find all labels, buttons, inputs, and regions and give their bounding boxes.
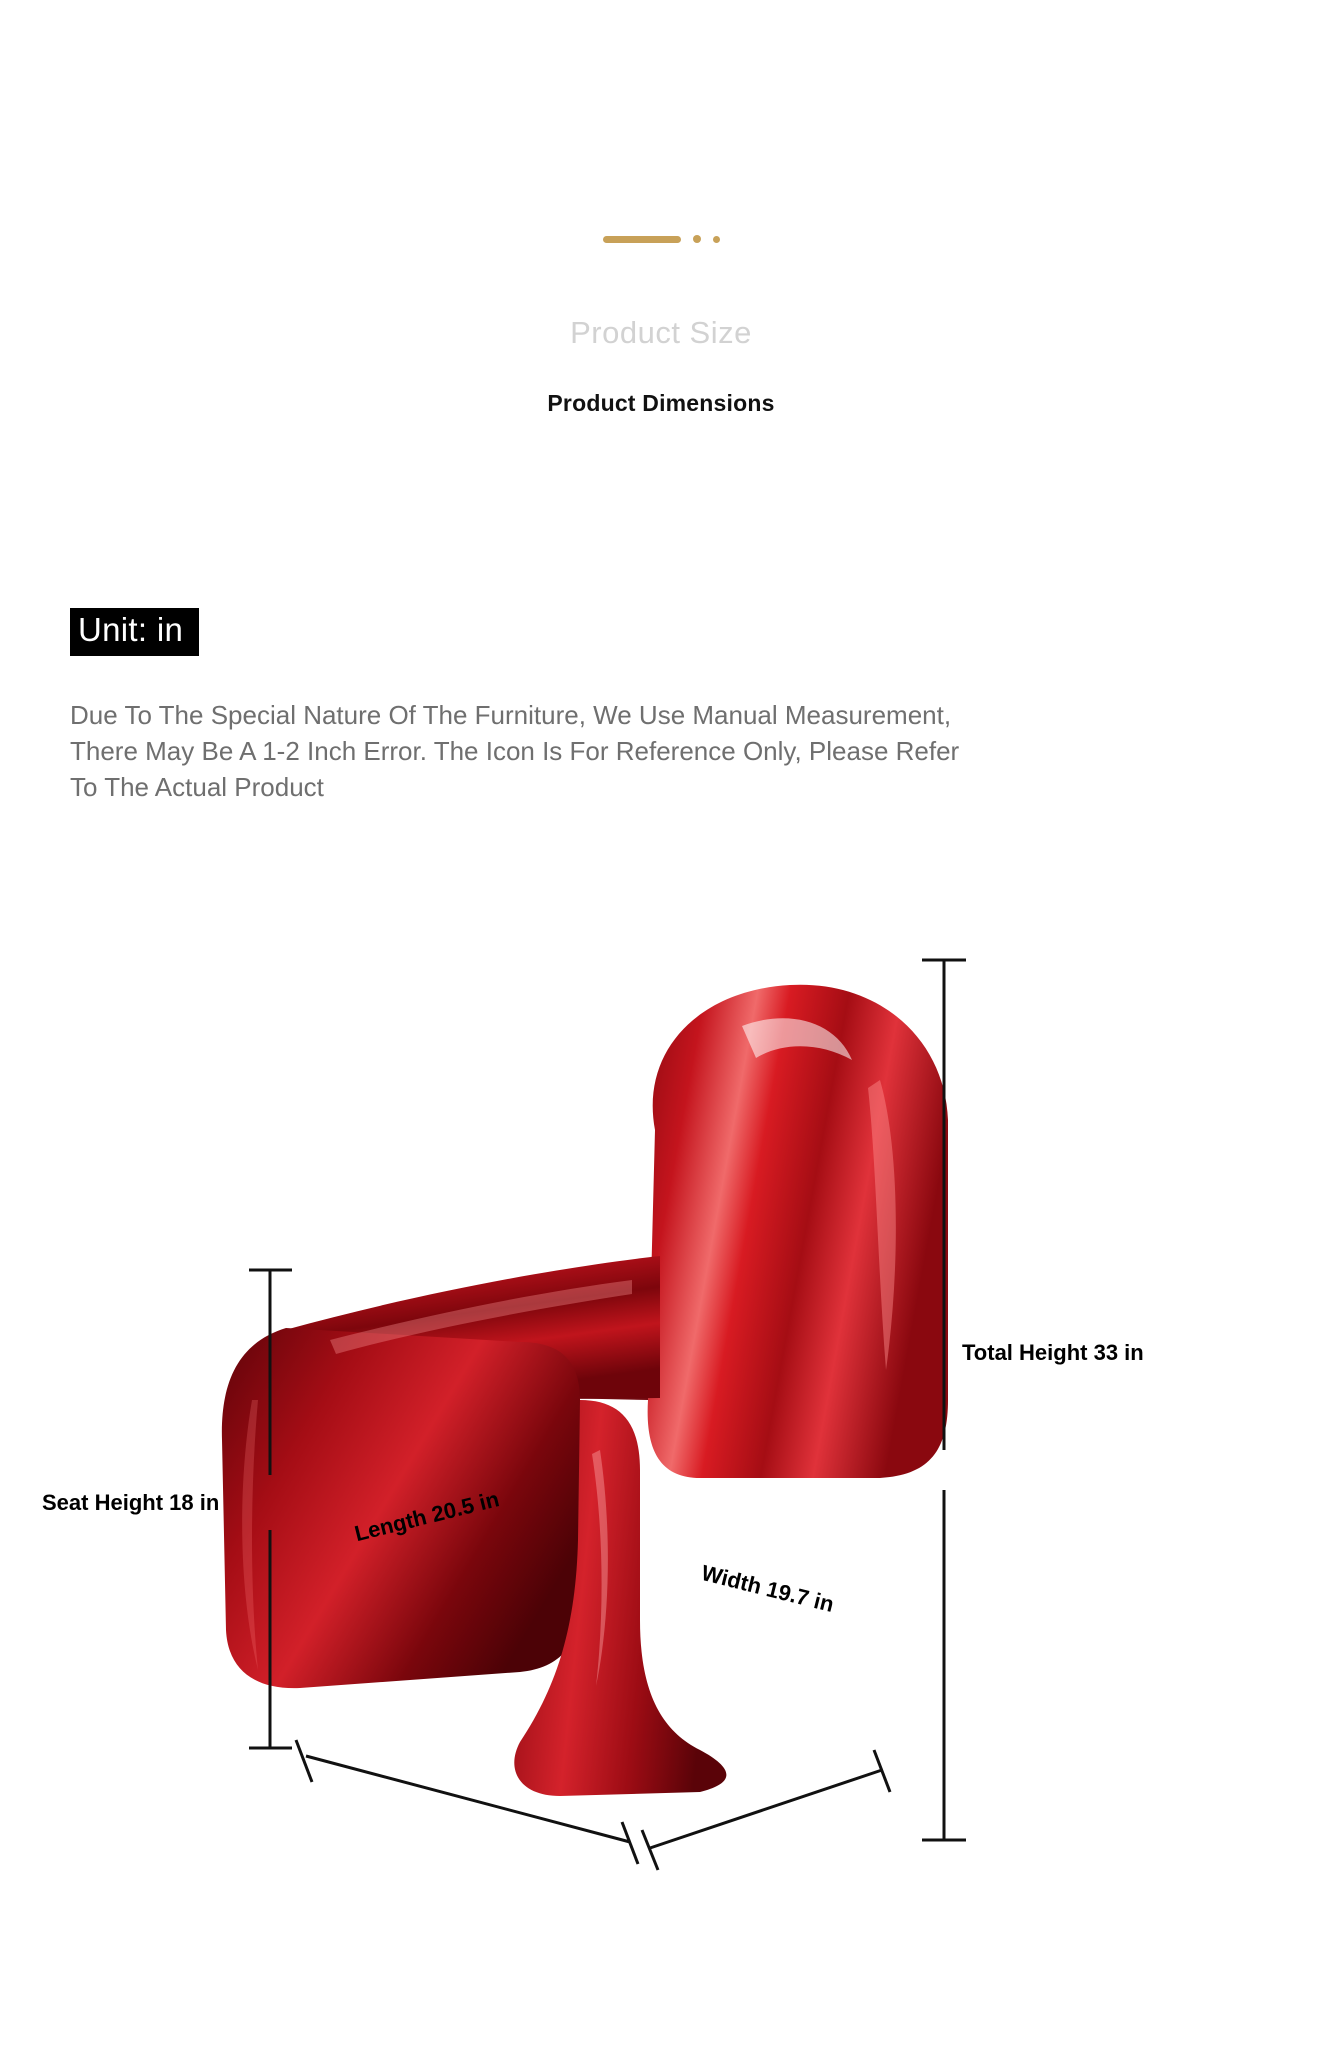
dimension-diagram (0, 930, 1322, 1980)
product-size-label: Product Size (570, 315, 752, 350)
seat-height-label: Seat Height 18 in (42, 1490, 220, 1515)
unit-badge: Unit: in (70, 608, 199, 656)
width-label: Width 19.7 in (698, 1560, 837, 1618)
gold-dot-icon (693, 235, 701, 243)
product-dimensions-title: Product Dimensions (547, 390, 775, 416)
length-label: Length 20.5 in (352, 1486, 502, 1547)
gold-dot-small-icon (713, 236, 720, 243)
chair-illustration (0, 930, 1322, 1980)
gold-bar-icon (603, 236, 681, 243)
header-ornament (0, 235, 1322, 243)
measurement-disclaimer: Due To The Special Nature Of The Furniture, We Use Manual Measurement, There May Be A 1-2 Inch Error. The Icon Is For Reference Only, Please Refer To The Actual Product (70, 700, 960, 802)
total-height-label: Total Height 33 in (962, 1340, 1144, 1365)
